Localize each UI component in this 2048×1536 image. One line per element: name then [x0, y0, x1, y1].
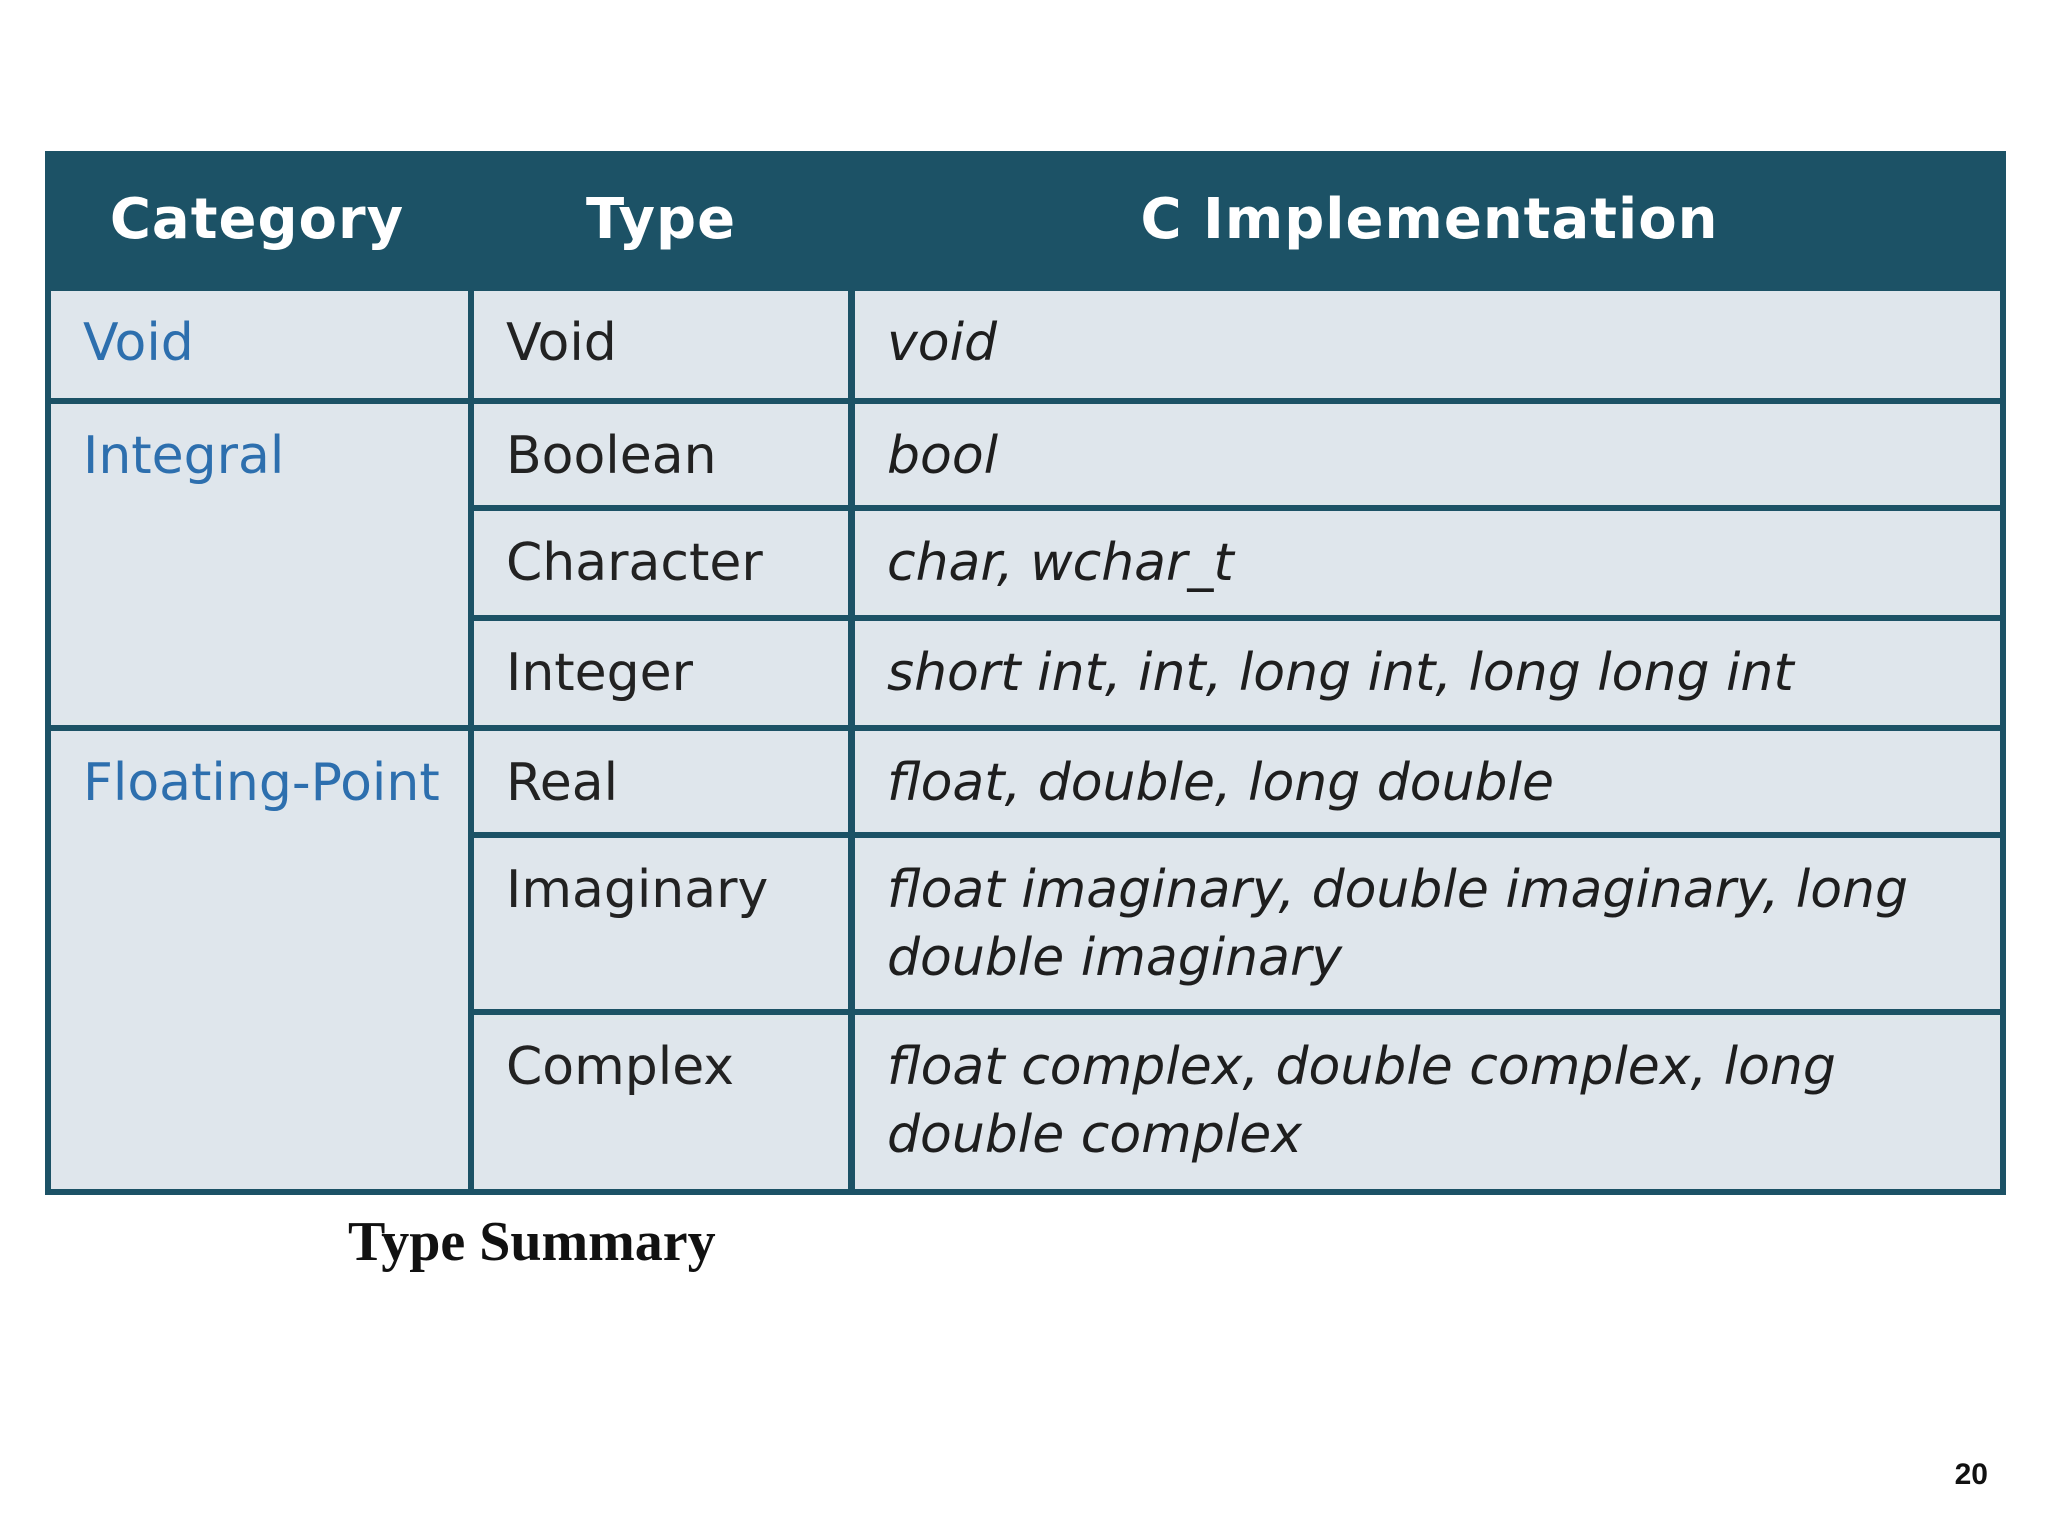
type-cell: Complex: [474, 1015, 848, 1189]
impl-cell: float complex, double complex, long double complex: [855, 1015, 2000, 1189]
category-void: Void: [51, 291, 468, 398]
table-caption: Type Summary: [348, 1211, 716, 1273]
type-cell: Real: [474, 731, 848, 832]
page-number: 20: [1954, 1458, 1988, 1491]
header-category: Category: [109, 186, 405, 252]
impl-cell: float, double, long double: [855, 731, 2000, 832]
impl-cell: char, wchar_t: [855, 511, 2000, 615]
type-cell: Integer: [474, 621, 848, 725]
header-type: Type: [585, 186, 737, 252]
impl-cell: bool: [855, 404, 2000, 505]
table-header: [45, 151, 2006, 287]
type-cell: Imaginary: [474, 838, 848, 1009]
type-cell: Void: [474, 291, 848, 398]
category-integral: Integral: [51, 404, 468, 725]
impl-cell: short int, int, long int, long long int: [855, 621, 2000, 725]
header-c-implementation: C Implementation: [1140, 186, 1719, 252]
category-floating-point: Floating-Point: [51, 731, 468, 1189]
impl-cell: float imaginary, double imaginary, long double imaginary: [855, 838, 2000, 1009]
type-summary-table: [45, 151, 2006, 1195]
type-cell: Boolean: [474, 404, 848, 505]
type-cell: Character: [474, 511, 848, 615]
impl-cell: void: [855, 291, 2000, 398]
